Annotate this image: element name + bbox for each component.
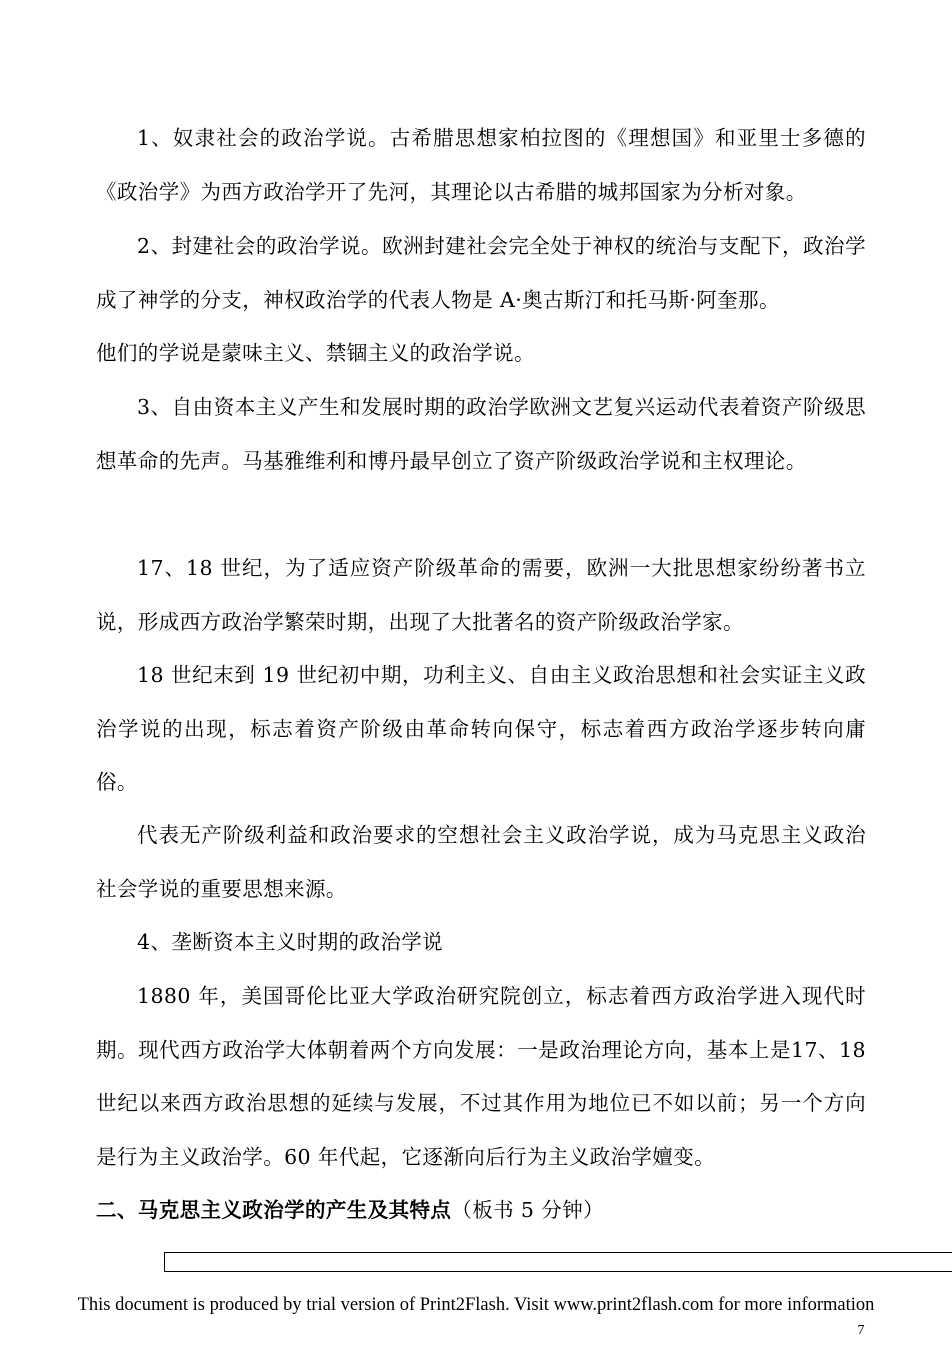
paragraph-feudal-continuation: 他们的学说是蒙味主义、禁锢主义的政治学说。 bbox=[96, 341, 535, 365]
trial-notice: This document is produced by trial version of Print2Flash. Visit www.print2flash.com for more information bbox=[77, 1295, 875, 1315]
section-heading-note: （板书 5 分钟） bbox=[451, 1198, 604, 1222]
paragraph-18-19-century: 18 世纪末到 19 世纪初中期，功利主义、自由主义政治思想和社会实证主义政治学说的出现，标志着资产阶级由革命转向保守，标志着西方政治学逐步转向庸俗。 bbox=[96, 663, 866, 794]
section-heading bbox=[96, 1190, 896, 1230]
paragraph-utopian-socialism: 代表无产阶级利益和政治要求的空想社会主义政治学说，成为马克思主义政治社会学说的重要思想来源。 bbox=[96, 823, 866, 901]
paragraph-slave-society: 1、奴隶社会的政治学说。古希腊思想家柏拉图的《理想国》和亚里士多德的《政治学》为西方政治学开了先河，其理论以古希腊的城邦国家为分析对象。 bbox=[96, 126, 866, 204]
paragraph-1880: 1880 年，美国哥伦比亚大学政治研究院创立，标志着西方政治学进入现代时期。现代西方政治学大体朝着两个方向发展：一是政治理论方向，基本上是17、18 世纪以来西方政治思想的延续与发展，不过其作用为地位已不如以前；另一个方向是行为主义政治学。60 年代起，它逐渐向后行为主义政治学嬗变。 bbox=[96, 984, 866, 1169]
paragraph-free-capitalism: 3、自由资本主义产生和发展时期的政治学欧洲文艺复兴运动代表着资产阶级思想革命的先声。马基雅维利和博丹最早创立了资产阶级政治学说和主权理论。 bbox=[96, 395, 866, 473]
empty-text-box bbox=[164, 1252, 952, 1272]
paragraph-monopoly-capitalism: 4、垄断资本主义时期的政治学说 bbox=[137, 930, 444, 954]
section-heading-title: 二、马克思主义政治学的产生及其特点 bbox=[96, 1198, 452, 1222]
paragraph-feudal-society: 2、封建社会的政治学说。欧洲封建社会完全处于神权的统治与支配下，政治学成了神学的分支，神权政治学的代表人物是 A·奥古斯汀和托马斯·阿奎那。 bbox=[96, 234, 866, 312]
page-number: 7 bbox=[857, 1323, 865, 1338]
paragraph-17-18-century: 17、18 世纪，为了适应资产阶级革命的需要，欧洲一大批思想家纷纷著书立说，形成西方政治学繁荣时期，出现了大批著名的资产阶级政治学家。 bbox=[96, 556, 866, 634]
